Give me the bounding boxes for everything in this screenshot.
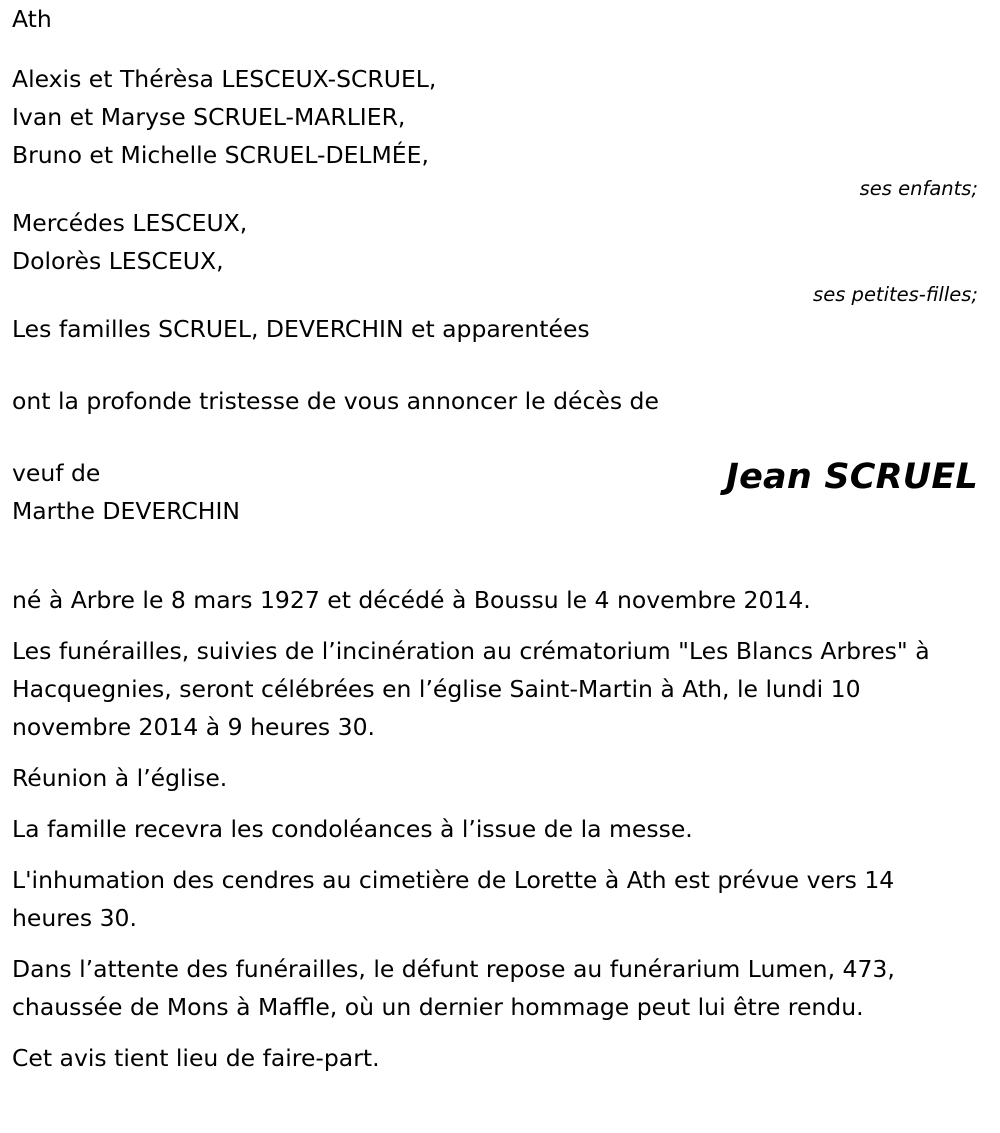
child-line-2: Ivan et Maryse SCRUEL-MARLIER, xyxy=(12,103,406,131)
spacer xyxy=(12,348,988,382)
birth-death-line: né à Arbre le 8 mars 1927 et décédé à Boussu le 4 novembre 2014. xyxy=(12,586,811,614)
families-line: Les familles SCRUEL, DEVERCHIN et apparentées xyxy=(12,315,590,343)
funerarium-paragraph: Dans l’attente des funérailles, le défunt repose au funérarium Lumen, 473, chaussée de Mons à Maffle, où un dernier hommage peut lui être rendu. xyxy=(12,955,895,1021)
gathering-line: Réunion à l’église. xyxy=(12,764,228,792)
city-line: Ath xyxy=(12,5,52,33)
condolences-line: La famille recevra les condoléances à l’issue de la messe. xyxy=(12,815,693,843)
spacer xyxy=(12,848,988,861)
spouse-name: Marthe DEVERCHIN xyxy=(12,497,240,525)
announcement-intro: ont la profonde tristesse de vous annoncer le décès de xyxy=(12,387,659,415)
funeral-paragraph: Les funérailles, suivies de l’incinération au crématorium "Les Blancs Arbres" à Hacquegnies, seront célébrées en l’église Saint-Martin à Ath, le lundi 10 novembre 2014 à 9 heures 30. xyxy=(12,637,930,741)
grandchild-line-1: Mercédes LESCEUX, xyxy=(12,209,248,237)
spouse-prefix: veuf de xyxy=(12,459,101,487)
child-line-3: Bruno et Michelle SCRUEL-DELMÉE, xyxy=(12,141,429,169)
spacer xyxy=(12,937,988,950)
grandchildren-relation-label: ses petites-filles; xyxy=(813,283,978,306)
burial-paragraph: L'inhumation des cendres au cimetière de Lorette à Ath est prévue vers 14 heures 30. xyxy=(12,866,895,932)
deceased-name-column xyxy=(726,456,978,498)
spacer xyxy=(12,797,988,810)
grandchild-line-2: Dolorès LESCEUX, xyxy=(12,247,224,275)
spacer xyxy=(12,38,988,60)
children-relation-label: ses enfants; xyxy=(859,177,978,200)
spacer xyxy=(12,1026,988,1039)
spacer xyxy=(12,746,988,759)
child-line-1: Alexis et Thérèsa LESCEUX-SCRUEL, xyxy=(12,65,437,93)
deceased-block xyxy=(12,454,988,534)
deceased-name: Jean SCRUEL xyxy=(725,457,978,497)
spacer xyxy=(12,534,988,581)
spacer xyxy=(12,619,988,632)
grandchildren-block xyxy=(12,204,988,280)
spouse-column xyxy=(12,454,240,530)
closing-line: Cet avis tient lieu de faire-part. xyxy=(12,1044,380,1072)
spacer xyxy=(12,420,988,454)
children-block xyxy=(12,60,988,174)
